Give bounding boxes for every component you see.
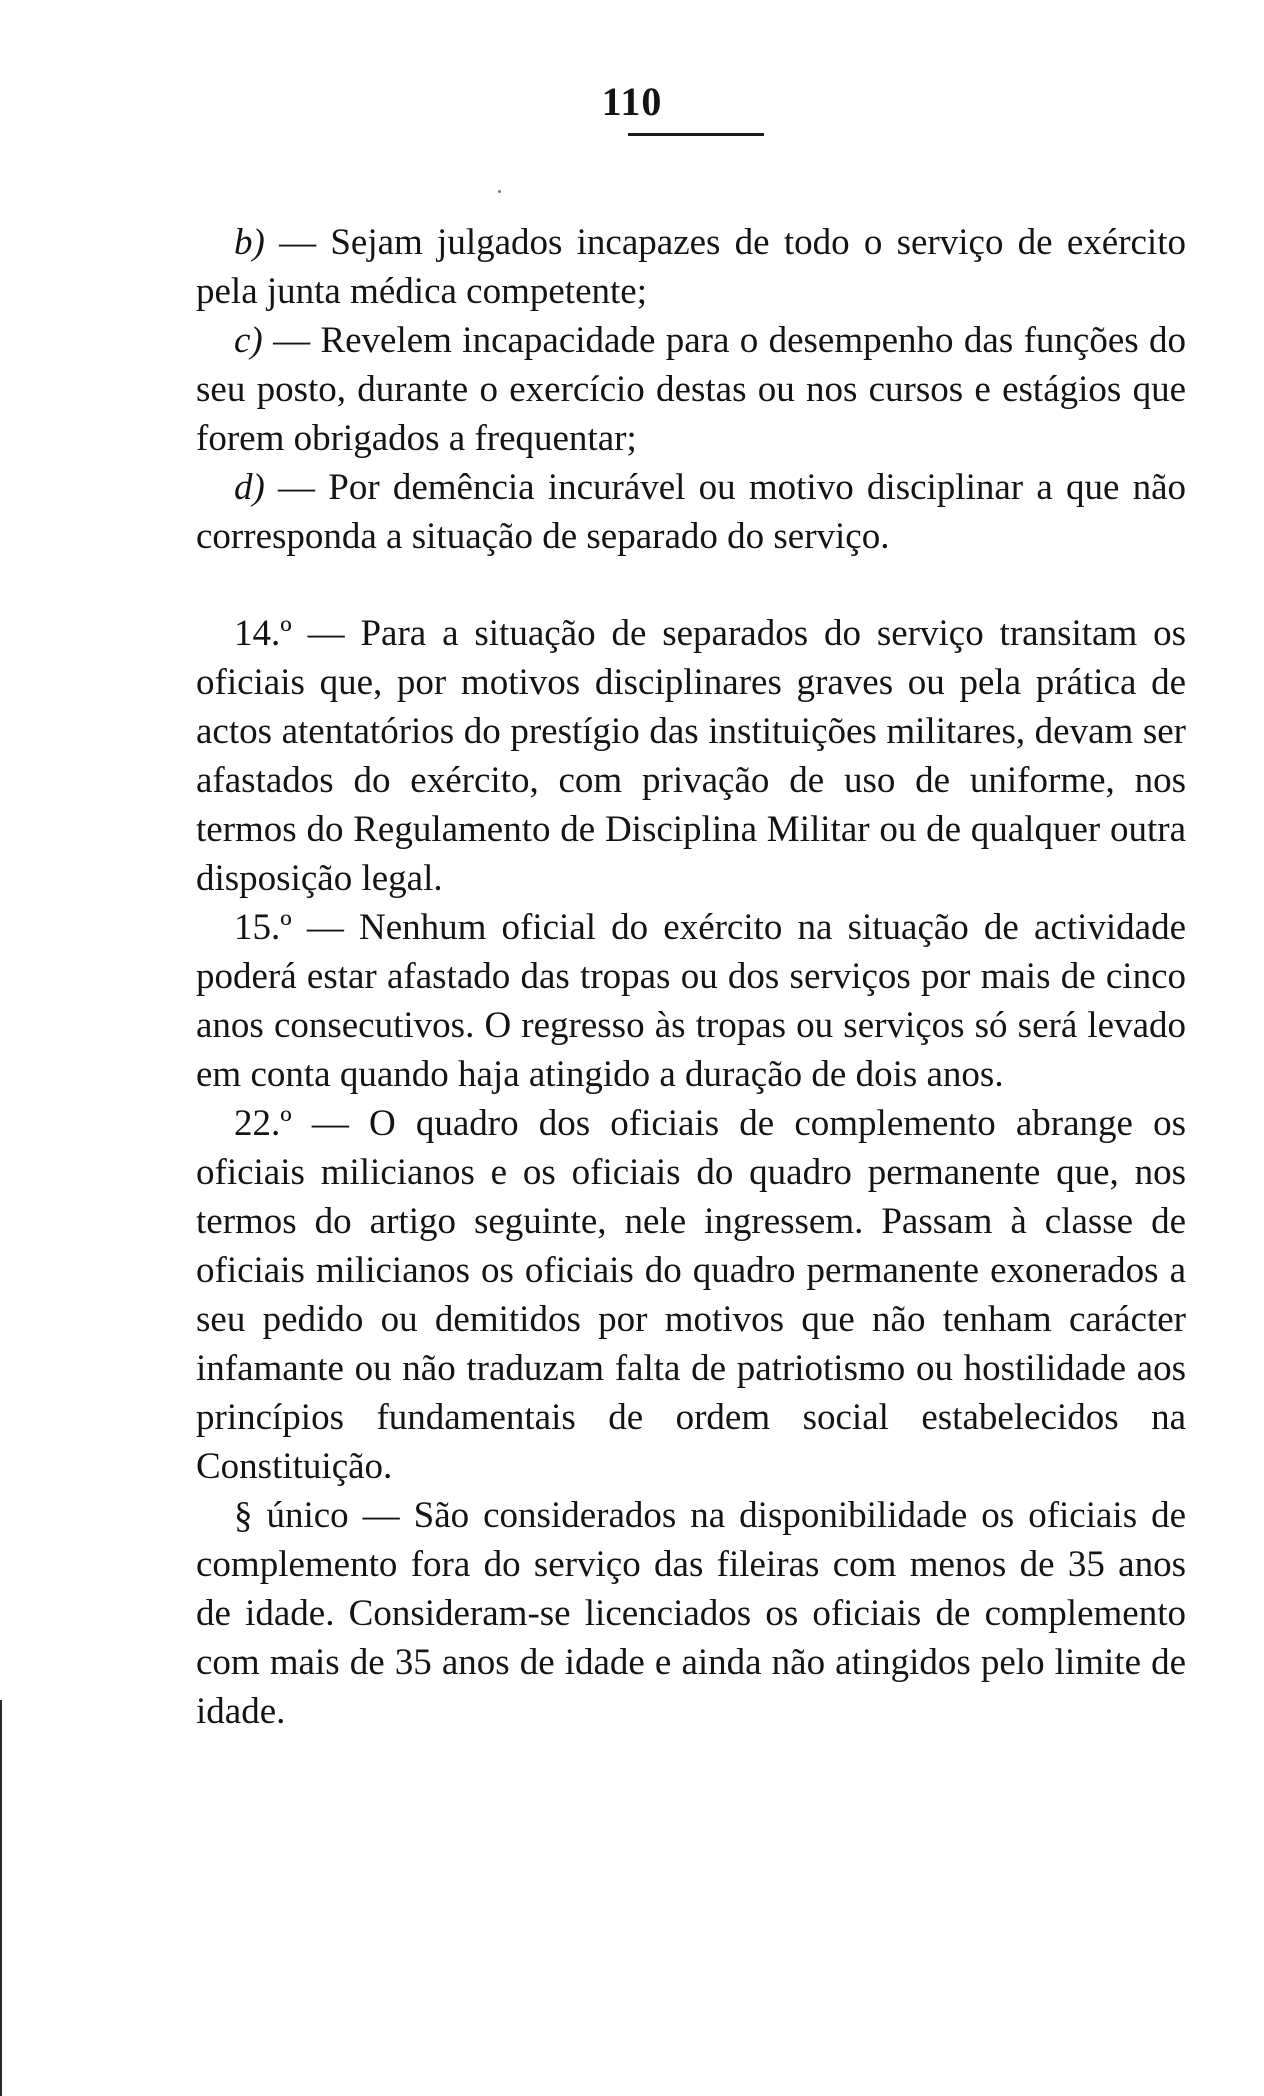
article-number: 15.º [234,907,292,948]
article-number: 22.º [234,1103,292,1144]
page-number-rule [628,133,764,136]
article-separator: — [291,907,359,948]
scan-edge-line [0,1700,2,2096]
article-number: 14.º [234,613,292,654]
article-number: § único [234,1495,349,1536]
article-paragraph [196,1099,1186,1491]
article-text: O quadro dos oficiais de complemento abrange os oficiais milicianos e os oficiais do quadro permanente que, nos termos do artigo seguinte, nele ingressem. Passam à classe de oficiais milicianos os oficiais do quadro permanente exonerados a seu pedido ou demitidos por motivos que não tenham carácter infamante ou não traduzam falta de patriotismo ou hostilidade aos princípios fundamentais de ordem social estabelecidos na Constituição. [196,1103,1186,1487]
scan-speck [498,190,501,193]
article-paragraph [196,609,1186,903]
item-text: Revelem incapacidade para o desempenho das funções do seu posto, durante o exercício destas ou nos cursos e estágios que forem obrigados a frequentar; [196,320,1186,459]
item-paragraph [196,463,1186,561]
page-number: 110 [601,79,663,124]
article-paragraph [196,903,1186,1099]
item-marker: b) [234,222,265,263]
article-text: Para a situação de separados do serviço transitam os oficiais que, por motivos disciplinares graves ou pela prática de actos atentatórios do prestígio das instituições militares, devam ser afastados do exército, com privação de uso de uniforme, nos termos do Regulamento de Disciplina Militar ou de qualquer outra disposição legal. [196,613,1186,899]
item-paragraph [196,316,1186,463]
article-separator: — [291,613,361,654]
article-separator: — [291,1103,369,1144]
article-separator: — [348,1495,414,1536]
item-text: Sejam julgados incapazes de todo o serviço de exército pela junta médica competente; [196,222,1186,312]
item-marker: c) [234,320,263,361]
item-marker: d) [234,467,265,508]
article-paragraph [196,1491,1186,1736]
item-separator: — [262,320,321,361]
item-text: Por demência incurável ou motivo disciplinar a que não corresponda a situação de separado do serviço. [196,467,1186,557]
article-text: Nenhum oficial do exército na situação de actividade poderá estar afastado das tropas ou dos serviços por mais de cinco anos consecutivos. O regresso às tropas ou serviços só será levado em conta quando haja atingido a duração de dois anos. [196,907,1186,1095]
article-text: São considerados na disponibilidade os oficiais de complemento fora do serviço das fileiras com menos de 35 anos de idade. Consideram-se licenciados os oficiais de complemento com mais de 35 anos de idade e ainda não atingidos pelo limite de idade. [196,1495,1186,1732]
body-text [196,218,1186,1736]
item-separator: — [264,222,331,263]
item-paragraph [196,218,1186,316]
item-separator: — [264,467,329,508]
